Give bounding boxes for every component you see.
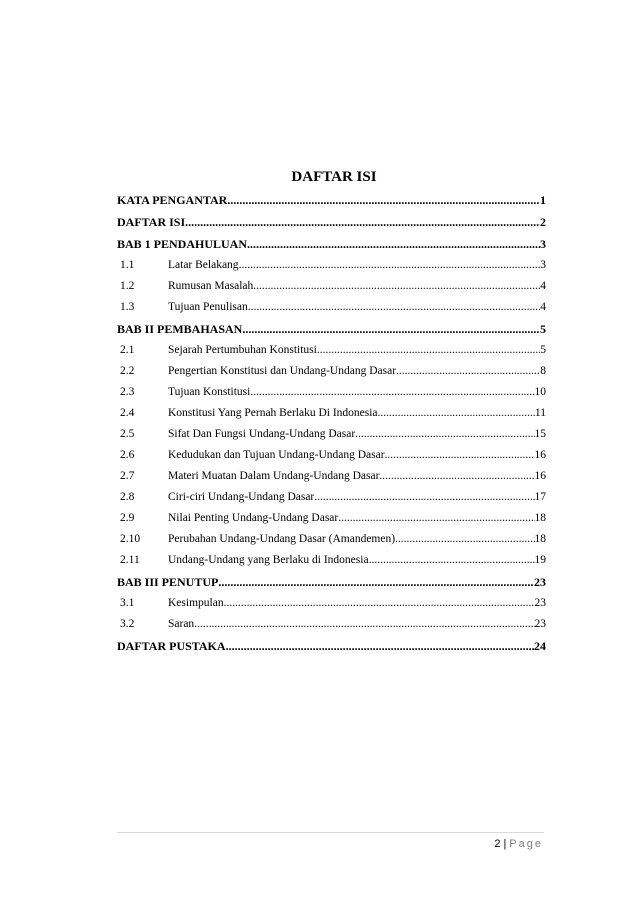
toc-entry-title: Kedudukan dan Tujuan Undang-Undang Dasar [168,449,385,461]
toc-entry-page: 8 [540,365,546,377]
toc-entry-title: Sifat Dan Fungsi Undang-Undang Dasar [168,428,356,440]
toc-entry-title: Konstitusi Yang Pernah Berlaku Di Indonesia [168,407,378,419]
toc-chapter-entry[interactable] [117,635,546,657]
toc-entry-title: Sejarah Pertumbuhan Konstitusi [168,344,317,356]
toc-entry-number: 1.2 [120,280,135,292]
toc-entry-number: 2.1 [120,344,135,356]
toc-entry-page: 19 [534,554,546,566]
toc-section-entry[interactable] [117,550,546,571]
footer-separator: | [503,838,507,850]
footer-page-label: Page [509,838,543,850]
toc-section-entry[interactable] [117,297,546,318]
toc-entry-page: 17 [534,491,546,503]
toc-dot-leader [250,382,534,403]
toc-entry-page: 1 [540,193,546,207]
toc-entry-number: 2.7 [120,470,135,482]
toc-section-entry[interactable] [117,508,546,529]
toc-dot-leader [378,403,535,424]
toc-section-entry[interactable] [117,445,546,466]
toc-entry-number: 2.2 [120,365,135,377]
toc-section-entry[interactable] [117,529,546,550]
toc-section-entry[interactable] [117,255,546,276]
toc-entry-title: BAB 1 PENDAHULUAN [117,237,248,251]
toc-entry-title: DAFTAR ISI [117,215,186,229]
toc-dot-leader [218,571,534,593]
toc-dot-leader [224,593,535,614]
toc-section-entry[interactable] [117,340,546,361]
toc-entry-title: Undang-Undang yang Berlaku di Indonesia [168,554,369,566]
toc-entry-page: 16 [534,470,546,482]
toc-chapter-entry[interactable] [117,189,546,211]
toc-entry-page: 4 [540,301,546,313]
toc-dot-leader [248,297,540,318]
toc-entry-page: 5 [540,322,546,336]
toc-entry-number: 2.9 [120,512,135,524]
toc-entry-number: 3.2 [120,618,135,630]
toc-chapter-entry[interactable] [117,211,546,233]
toc-section-entry[interactable] [117,487,546,508]
toc-entry-number: 2.6 [120,449,135,461]
toc-chapter-entry[interactable] [117,233,546,255]
footer-divider [117,832,544,833]
toc-dot-leader [396,361,540,382]
toc-entry-page: 2 [540,215,546,229]
toc-entry-title: DAFTAR PUSTAKA [117,639,226,653]
toc-dot-leader [185,211,540,233]
toc-section-entry[interactable] [117,466,546,487]
toc-entry-page: 3 [540,237,546,251]
toc-entry-title: Tujuan Penulisan [168,301,248,313]
toc-entry-page: 24 [534,639,546,653]
toc-dot-leader [247,233,540,255]
page-title: DAFTAR ISI [291,169,377,185]
toc-dot-leader [194,614,534,635]
toc-dot-leader [338,508,534,529]
toc-entry-title: Pengertian Konstitusi dan Undang-Undang Dasar [168,365,397,377]
footer-page-number: 2 [494,838,501,850]
toc-entry-page: 18 [534,512,546,524]
page-footer [494,838,543,850]
toc-entry-number: 2.3 [120,386,135,398]
toc-dot-leader [242,318,540,340]
toc-chapter-entry[interactable] [117,318,546,340]
toc-entry-page: 10 [534,386,546,398]
toc-entry-page: 11 [534,407,546,419]
toc-entry-page: 23 [534,618,546,630]
toc-dot-leader [317,340,540,361]
toc-entry-number: 3.1 [120,597,135,609]
toc-dot-leader [227,189,540,211]
toc-entry-number: 2.5 [120,428,135,440]
toc-entry-page: 18 [534,533,546,545]
toc-entry-page: 16 [534,449,546,461]
toc-entry-number: 2.4 [120,407,135,419]
toc-entry-title: Saran [168,618,195,630]
toc-dot-leader [253,276,540,297]
toc-entry-number: 1.1 [120,259,135,271]
toc-entry-title: Perubahan Undang-Undang Dasar (Amandemen) [168,533,396,545]
toc-entry-title: Latar Belakang [168,259,239,271]
toc-section-entry[interactable] [117,614,546,635]
toc-entry-page: 5 [540,344,546,356]
toc-entry-page: 3 [540,259,546,271]
toc-entry-number: 1.3 [120,301,135,313]
toc-entry-title: KATA PENGANTAR [117,193,228,207]
toc-dot-leader [379,466,534,487]
toc-entry-title: Nilai Penting Undang-Undang Dasar [168,512,339,524]
toc-dot-leader [369,550,535,571]
toc-dot-leader [314,487,534,508]
toc-dot-leader [395,529,534,550]
toc-entry-title: Tujuan Konstitusi [168,386,251,398]
toc-entry-page: 23 [534,597,546,609]
toc-section-entry[interactable] [117,593,546,614]
toc-entry-page: 23 [534,575,546,589]
toc-entry-number: 2.11 [120,554,140,566]
toc-entry-title: Materi Muatan Dalam Undang-Undang Dasar [168,470,380,482]
toc-section-entry[interactable] [117,424,546,445]
toc-entry-title: BAB III PENUTUP [117,575,219,589]
toc-section-entry[interactable] [117,276,546,297]
toc-dot-leader [226,635,534,657]
toc-entry-title: BAB II PEMBAHASAN [117,322,243,336]
toc-section-entry[interactable] [117,361,546,382]
toc-section-entry[interactable] [117,382,546,403]
toc-entry-page: 4 [540,280,546,292]
toc-entry-title: Ciri-ciri Undang-Undang Dasar [168,491,315,503]
toc-dot-leader [239,255,541,276]
toc-dot-leader [385,445,535,466]
toc-entry-number: 2.10 [120,533,141,545]
toc-entry-page: 15 [534,428,546,440]
toc-entry-title: Rumusan Masalah [168,280,254,292]
toc-dot-leader [355,424,534,445]
toc-chapter-entry[interactable] [117,571,546,593]
toc-entry-number: 2.8 [120,491,135,503]
toc-entry-title: Kesimpulan [168,597,224,609]
table-of-contents [117,189,546,657]
toc-section-entry[interactable] [117,403,546,424]
